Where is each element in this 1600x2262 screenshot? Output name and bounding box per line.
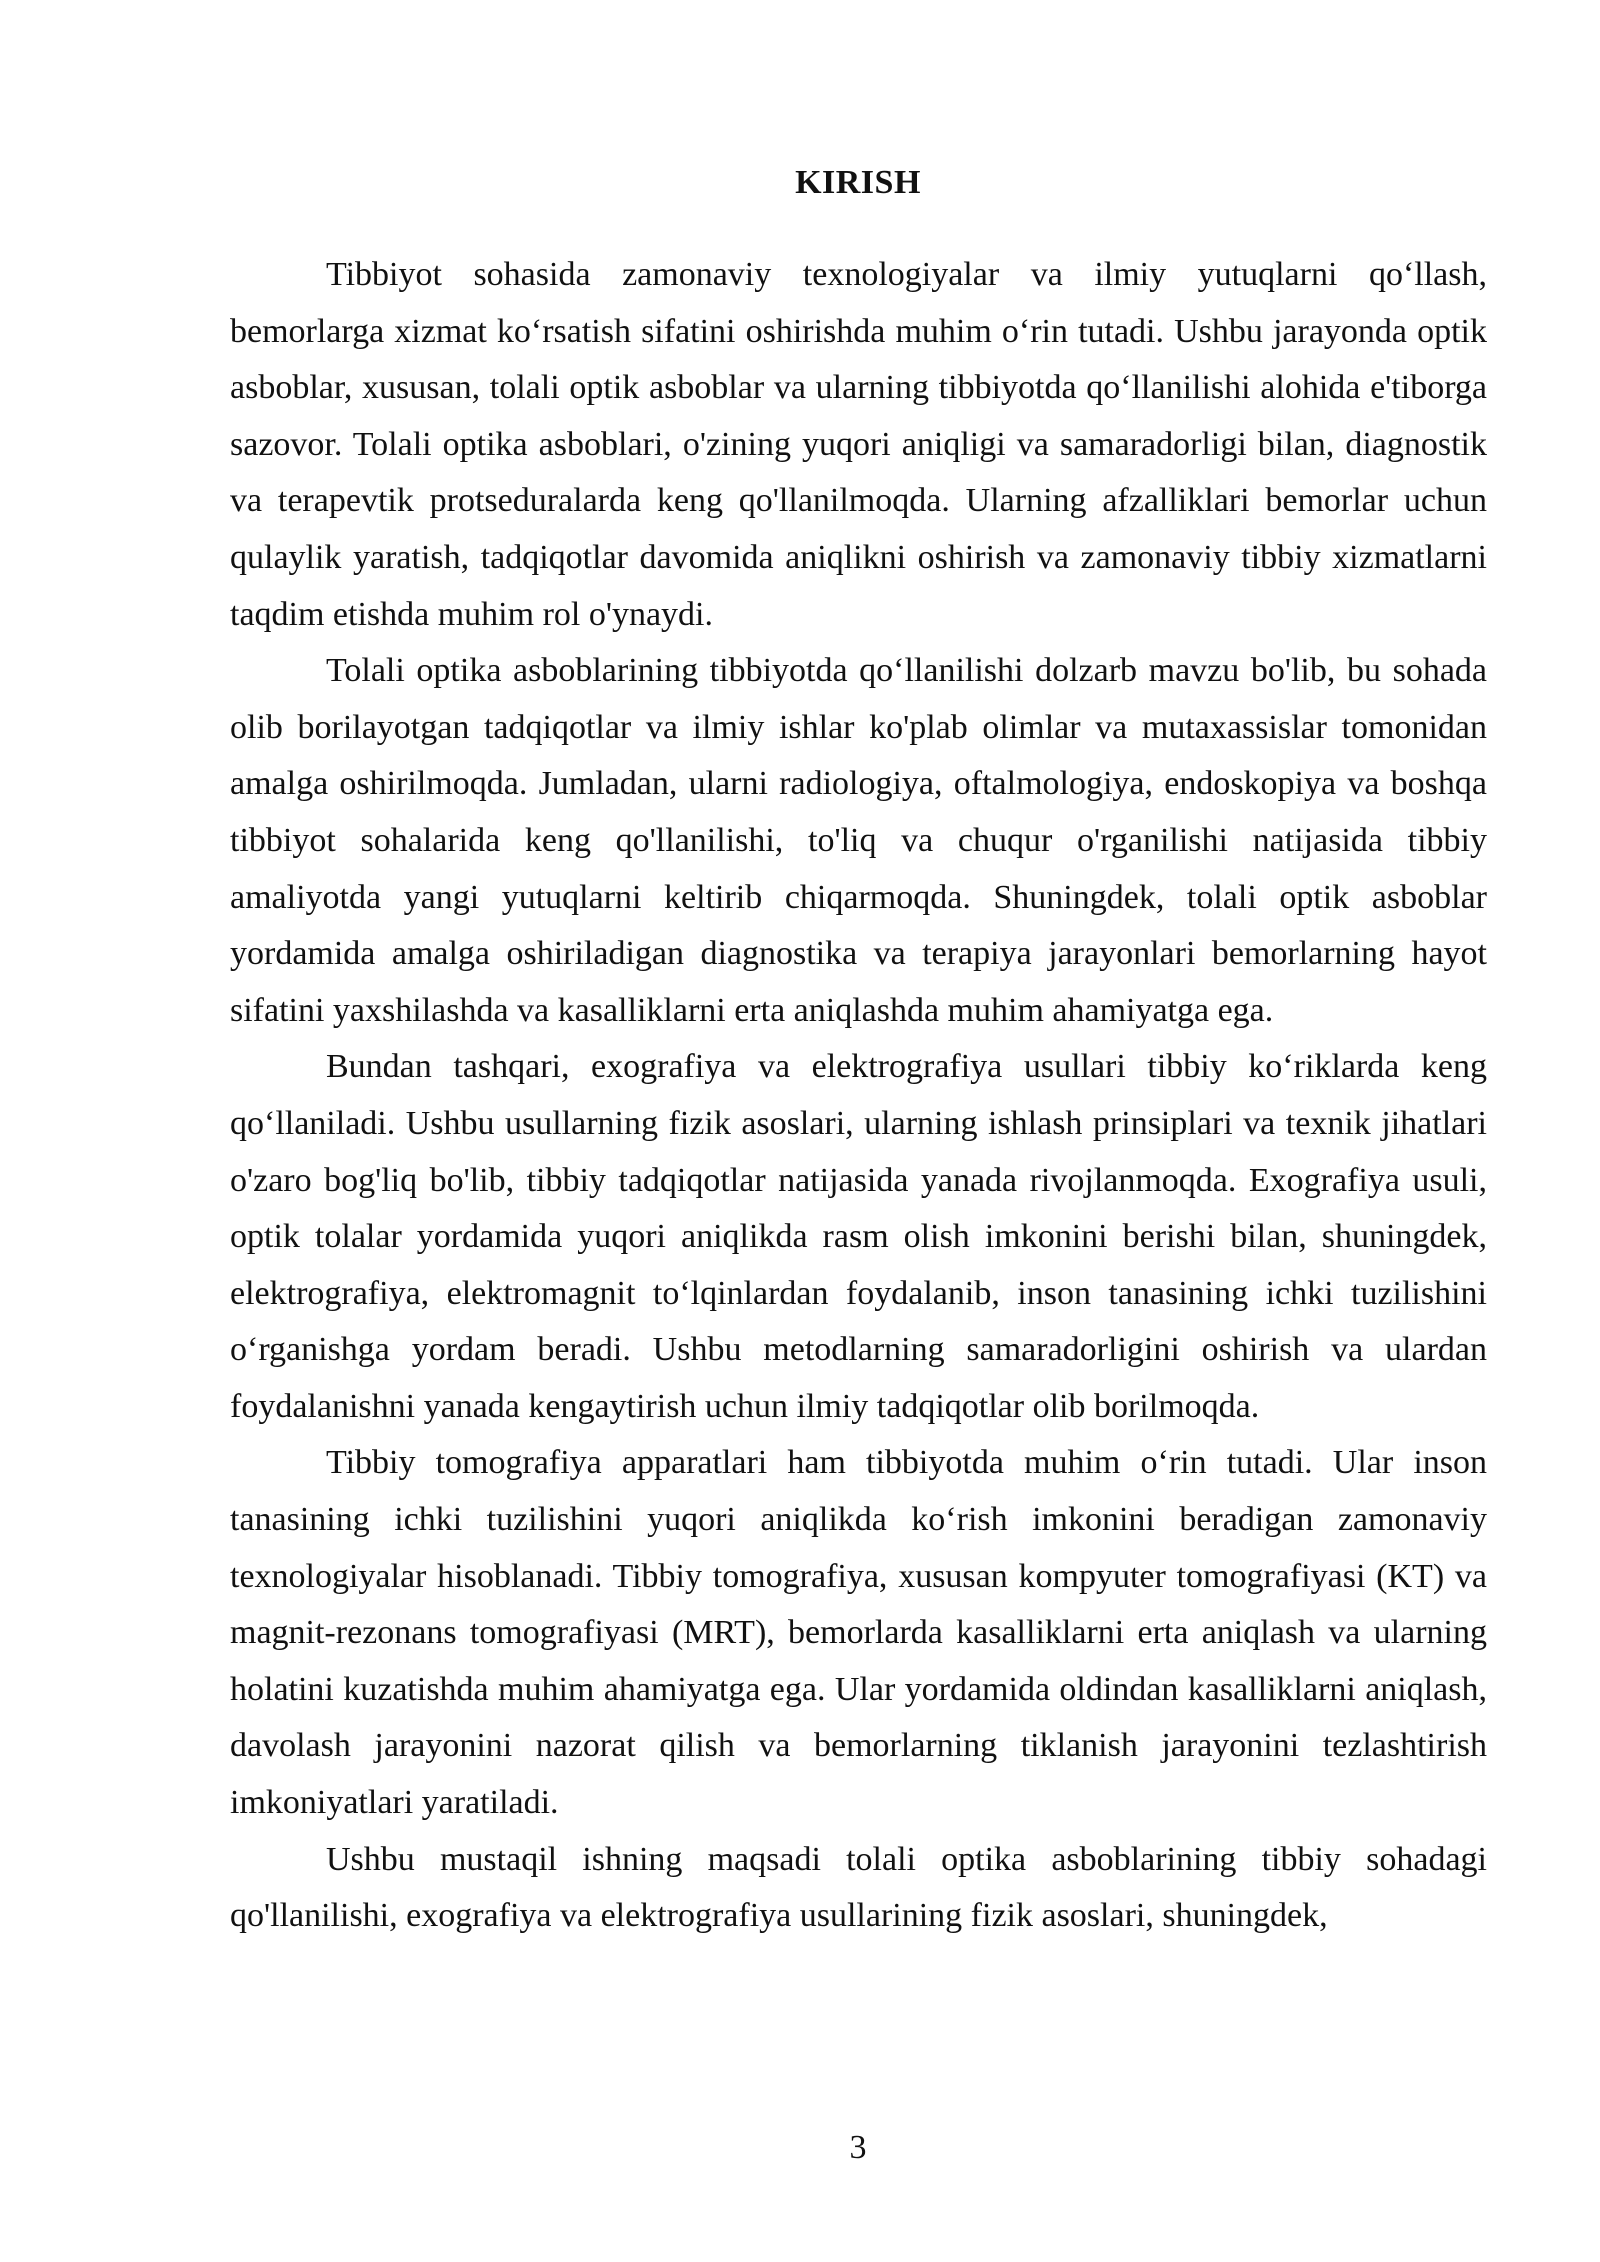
paragraph: Tibbiyot sohasida zamonaviy texnologiyalar va ilmiy yutuqlarni qo‘llash, bemorlarga xizmat ko‘rsatish sifatini oshirishda muhim o‘rin tutadi. Ushbu jarayonda optik asboblar, xususan, tolali optik asboblar va ularning tibbiyotda qo‘llanilishi alohida e'tiborga sazovor. Tolali optika asboblari, o'zining yuqori aniqligi va samaradorligi bilan, diagnostik va terapevtik protseduralarda keng qo'llanilmoqda. Ularning afzalliklari bemorlar uchun qulaylik yaratish, tadqiqotlar davomida aniqlikni oshirish va zamonaviy tibbiy xizmatlarni taqdim etishda muhim rol o'ynaydi. <box>230 256 1487 633</box>
body-text <box>230 247 1487 1945</box>
paragraph: Bundan tashqari, exografiya va elektrografiya usullari tibbiy ko‘riklarda keng qo‘llaniladi. Ushbu usullarning fizik asoslari, ularning ishlash prinsiplari va texnik jihatlari o'zaro bog'liq bo'lib, tibbiy tadqiqotlar natijasida yanada rivojlanmoqda. Exografiya usuli, optik tolalar yordamida yuqori aniqlikda rasm olish imkonini berishi bilan, shuningdek, elektrografiya, elektromagnit to‘lqinlardan foydalanib, inson tanasining ichki tuzilishini o‘rganishga yordam beradi. Ushbu metodlarning samaradorligini oshirish va ulardan foydalanishni yanada kengaytirish uchun ilmiy tadqiqotlar olib borilmoqda. <box>230 1048 1487 1425</box>
paragraph: Tibbiy tomografiya apparatlari ham tibbiyotda muhim o‘rin tutadi. Ular inson tanasining ichki tuzilishini yuqori aniqlikda ko‘rish imkonini beradigan zamonaviy texnologiyalar hisoblanadi. Tibbiy tomografiya, xususan kompyuter tomografiyasi (KT) va magnit-rezonans tomografiyasi (MRT), bemorlarda kasalliklarni erta aniqlash va ularning holatini kuzatishda muhim ahamiyatga ega. Ular yordamida oldindan kasalliklarni aniqlash, davolash jarayonini nazorat qilish va bemorlarning tiklanish jarayonini tezlashtirish imkoniyatlari yaratiladi. <box>230 1444 1487 1822</box>
page-number: 3 <box>849 2129 867 2166</box>
paragraph: Tolali optika asboblarining tibbiyotda qo‘llanilishi dolzarb mavzu bo'lib, bu sohada olib borilayotgan tadqiqotlar va ilmiy ishlar ko'plab olimlar va mutaxassislar tomonidan amalga oshirilmoqda. Jumladan, ularni radiologiya, oftalmologiya, endoskopiya va boshqa tibbiyot sohalarida keng qo'llanilishi, to'liq va chuqur o'rganilishi natijasida tibbiy amaliyotda yangi yutuqlarni keltirib chiqarmoqda. Shuningdek, tolali optik asboblar yordamida amalga oshiriladigan diagnostika va terapiya jarayonlari bemorlarning hayot sifatini yaxshilashda va kasalliklarni erta aniqlashda muhim ahamiyatga ega. <box>230 652 1487 1029</box>
section-heading: KIRISH <box>795 164 921 201</box>
paragraph: Ushbu mustaqil ishning maqsadi tolali optika asboblarining tibbiy sohadagi qo'llanilishi, exografiya va elektrografiya usullarining fizik asoslari, shuningdek, <box>230 1840 1487 1935</box>
